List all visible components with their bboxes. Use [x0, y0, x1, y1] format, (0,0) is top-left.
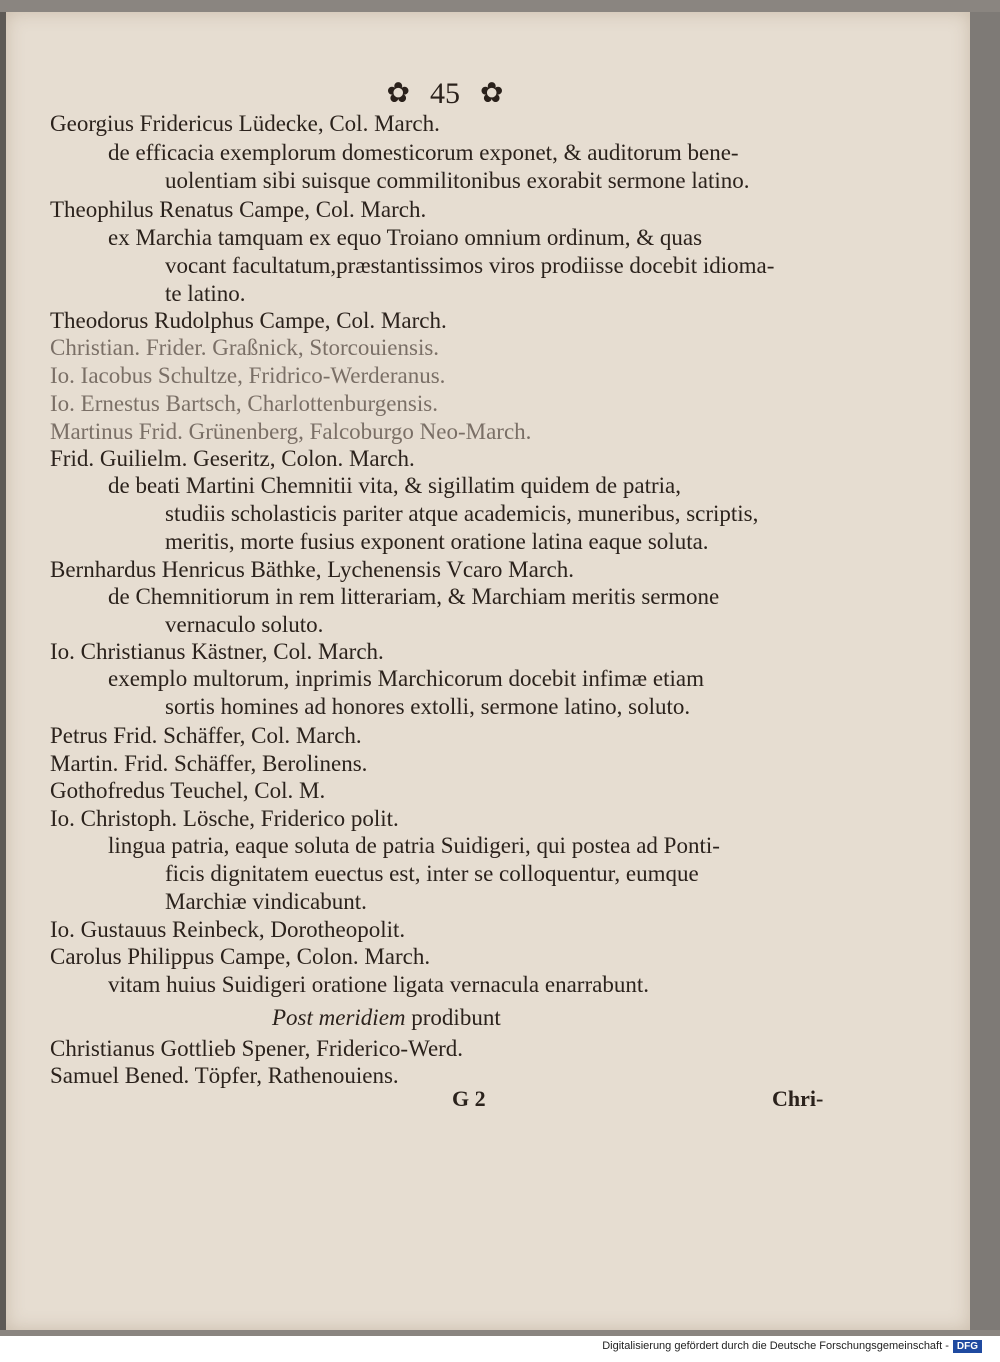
text-line: meritis, morte fusius exponent oratione latina eaque soluta.	[165, 529, 709, 554]
text-line: Theodorus Rudolphus Campe, Col. March.	[50, 308, 447, 333]
dfg-logo: DFG	[953, 1340, 982, 1353]
text-line: sortis homines ad honores extolli, sermone latino, soluto.	[165, 694, 691, 719]
text-line: Martinus Frid. Grünenberg, Falcoburgo Neo-March.	[50, 419, 532, 444]
page-number: 45	[430, 77, 460, 110]
text-line: vocant facultatum,præstantissimos viros prodiisse docebit idioma-	[165, 253, 775, 278]
text-line: de beati Martini Chemnitii vita, & sigillatim quidem de patria,	[108, 473, 681, 498]
text-line: Io. Christoph. Lösche, Friderico polit.	[50, 806, 399, 831]
section-heading-italic: Post meridiem	[272, 1005, 406, 1030]
text-line: Io. Christianus Kästner, Col. March.	[50, 639, 384, 664]
text-line: lingua patria, eaque soluta de patria Suidigeri, qui postea ad Ponti-	[108, 833, 720, 858]
section-heading	[272, 1004, 501, 1032]
text-line: Theophilus Renatus Campe, Col. March.	[50, 197, 427, 222]
text-line: vitam huius Suidigeri oratione ligata vernacula enarrabunt.	[108, 972, 649, 997]
text-line: Christian. Frider. Graßnick, Storcouiensis.	[50, 335, 440, 360]
text-line: Petrus Frid. Schäffer, Col. March.	[50, 723, 362, 748]
text-line: uolentiam sibi suisque commilitonibus exorabit sermone latino.	[165, 168, 750, 193]
section-heading-rest: prodibunt	[405, 1005, 501, 1030]
text-line: Samuel Bened. Töpfer, Rathenouiens.	[50, 1063, 399, 1088]
footer-bar	[0, 1336, 1000, 1362]
text-line: Carolus Philippus Campe, Colon. March.	[50, 944, 431, 969]
text-line: exemplo multorum, inprimis Marchicorum docebit infimæ etiam	[108, 666, 704, 691]
text-line: Io. Ernestus Bartsch, Charlottenburgensis.	[50, 391, 438, 416]
text-line: te latino.	[165, 281, 246, 306]
text-line: Frid. Guilielm. Geseritz, Colon. March.	[50, 446, 415, 471]
text-line: ficis dignitatem euectus est, inter se colloquentur, eumque	[165, 861, 699, 886]
text-line: Martin. Frid. Schäffer, Berolinens.	[50, 751, 368, 776]
footer-credit-text: Digitalisierung gefördert durch die Deutsche Forschungsgemeinschaft -	[602, 1340, 949, 1352]
text-line: Gothofredus Teuchel, Col. M.	[50, 778, 326, 803]
text-line: studiis scholasticis pariter atque academicis, muneribus, scriptis,	[165, 501, 759, 526]
catchword: Chri-	[772, 1086, 824, 1111]
text-line: Christianus Gottlieb Spener, Friderico-Werd.	[50, 1036, 464, 1061]
text-line: vernaculo soluto.	[165, 612, 324, 637]
page-shadow	[970, 12, 1000, 1330]
text-line: de efficacia exemplorum domesticorum exponet, & auditorum bene-	[108, 140, 739, 165]
text-line: Marchiæ vindicabunt.	[165, 889, 367, 914]
ornament-right-icon: ✿	[480, 78, 504, 109]
ornament-left-icon: ✿	[386, 78, 410, 109]
page-header	[370, 74, 520, 114]
text-line: Bernhardus Henricus Bäthke, Lychenensis Vcaro March.	[50, 557, 574, 582]
text-line: ex Marchia tamquam ex equo Troiano omnium ordinum, & quas	[108, 225, 703, 250]
text-line: Io. Iacobus Schultze, Fridrico-Werderanus.	[50, 363, 446, 388]
text-line: Io. Gustauus Reinbeck, Dorotheopolit.	[50, 917, 406, 942]
footer-credit	[602, 1340, 982, 1353]
text-line: Georgius Fridericus Lüdecke, Col. March.	[50, 111, 440, 136]
signature-mark: G 2	[452, 1086, 486, 1111]
text-line: de Chemnitiorum in rem litterariam, & Marchiam meritis sermone	[108, 584, 720, 609]
